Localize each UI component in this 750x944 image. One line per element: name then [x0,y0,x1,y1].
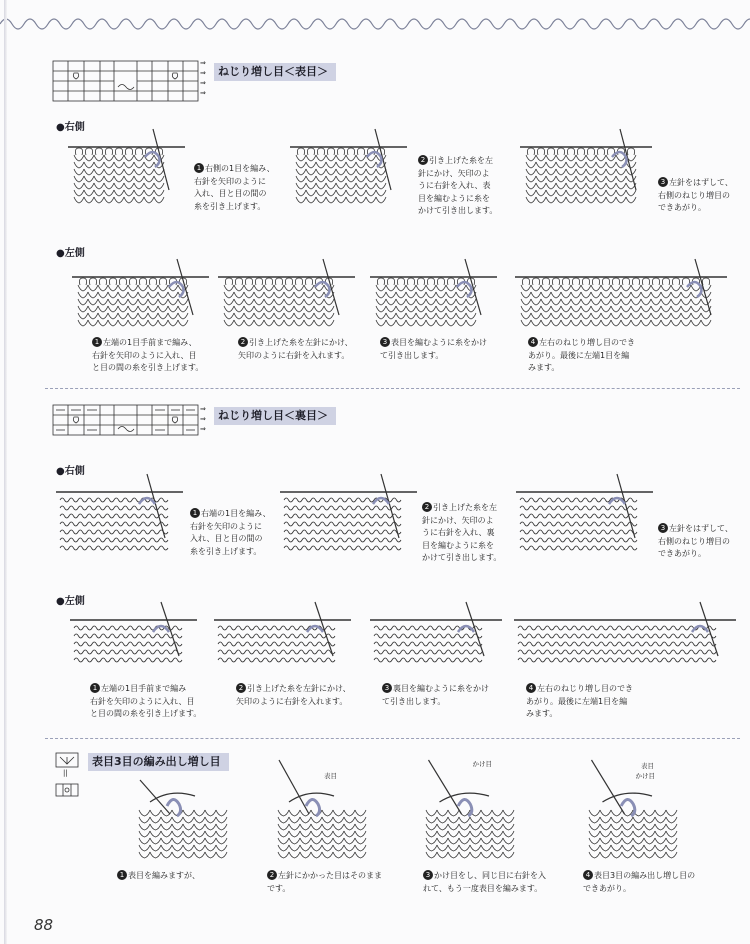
step-purl-left-3: 3 裏目を編むように糸をかけ て引き出します。 [382,684,489,706]
chart-twisted-increase-purl [52,404,212,438]
step-purl-left-1: 1 左端の1目手前まで編み 右針を矢印のように入れ、目 と目の間の糸を引き上げます。 [90,684,202,718]
illustration-purl-right-3 [516,470,656,560]
step-purl-right-1: 1 右端の1目を編み、 右針を矢印のように 入れ、目と目の間の 糸を引き上げます。 [190,509,271,556]
label-left-side: ●左側 [56,248,85,259]
chart-arrow: ⇒ [200,79,206,87]
illustration-purl-left-3 [370,598,505,678]
illustration-knit-left-3 [370,255,500,335]
page-number: 88 [34,916,54,934]
illustration-knit-left-2 [218,255,358,335]
page-spine-shadow [4,0,7,944]
step-knit-left-2: 2 引き上げた糸を左針にかけ、 矢印のように右針を入れます。 [238,338,353,360]
chart-arrow: ⇒ [200,425,206,433]
step-increase-4: 4 表目3目の編み出し増し目の できあがり。 [583,871,696,893]
illustration-increase-2 [264,750,394,870]
chart-arrow: ⇒ [200,59,206,67]
step-purl-right-3: 3 左針をはずして、 右側のねじり増目の できあがり。 [658,524,733,558]
step-purl-right-2: 2 引き上げた糸を左 針にかけ、矢印のよ うに右針を入れ、裏 目を編むように糸を かけて引き出します。 [422,503,502,562]
illustration-purl-left-4 [514,598,739,678]
chart-arrow: ⇒ [200,69,206,77]
step-purl-left-2: 2 引き上げた糸を左針にかけ、 矢印のように右針を入れます。 [236,684,351,706]
svg-text:かけ目: かけ目 [472,760,492,768]
top-wave-border [0,0,750,40]
step-increase-2: 2 左針にかかった目はそのまま です。 [267,871,382,893]
illustration-increase-1 [125,770,255,870]
section-title-knit: ねじり増し目＜表目＞ [214,63,336,81]
illustration-purl-right-1 [56,470,186,560]
label-left-side: ●左側 [56,596,85,607]
illustration-knit-right-2 [290,125,415,210]
step-knit-right-1: 1 右側の1目を編み、 右針を矢印のように 入れ、目と目の間の 糸を引き上げます。 [194,164,275,211]
chart-arrow: ⇒ [200,415,206,423]
illustration-purl-right-2 [280,470,420,560]
illustration-knit-right-3 [520,125,655,210]
label-right-side: ●右側 [56,122,85,133]
section-divider [45,388,740,389]
chart-twisted-increase-knit [52,60,212,104]
illustration-knit-left-1 [72,255,212,335]
section-divider [45,738,740,739]
step-purl-left-4: 4 左右のねじり増し目のでき あがり。最後に左端1目を編 みます。 [526,684,633,718]
illustration-purl-left-1 [70,598,200,678]
step-knit-right-3: 3 左針をはずして、 右側のねじり増目の できあがり。 [658,178,733,212]
label-right-side: ●右側 [56,466,85,477]
step-increase-1: 1 表目を編みますが、 [117,870,200,883]
illustration-increase-3 [412,750,552,870]
chart-arrow: ⇒ [200,89,206,97]
svg-text:かけ目: かけ目 [635,772,655,780]
step-knit-left-3: 3 表目を編むように糸をかけ て引き出します。 [380,338,487,360]
illustration-increase-4 [575,750,715,870]
chart-arrow: ⇒ [200,405,206,413]
section-title-purl: ねじり増し目＜裏目＞ [214,407,336,425]
step-knit-right-2: 2 引き上げた糸を左 針にかけ、矢印のよ うに右針を入れ、表 目を編むように糸を かけて引き出します。 [418,156,498,215]
illustration-purl-left-2 [214,598,354,678]
svg-text:表目: 表目 [641,762,654,770]
illustration-knit-right-1 [68,125,188,210]
equals-symbol: || [63,769,68,777]
step-knit-left-1: 1 左端の1目手前まで編み、 右針を矢印のように入れ、目 と目の間の糸を引き上げます。 [92,338,204,372]
svg-text:表目: 表目 [324,772,337,780]
step-knit-left-4: 4 左右のねじり増し目のでき あがり。最後に左端1目を編 みます。 [528,338,635,372]
section-title-three-increase: 表目3目の編み出し増し目 [88,753,229,771]
step-increase-3: 3 かけ目をし、同じ目に右針を入 れて、もう一度表目を編みます。 [423,871,546,893]
illustration-knit-left-4 [515,255,730,335]
chart-three-from-one-increase [55,752,85,800]
